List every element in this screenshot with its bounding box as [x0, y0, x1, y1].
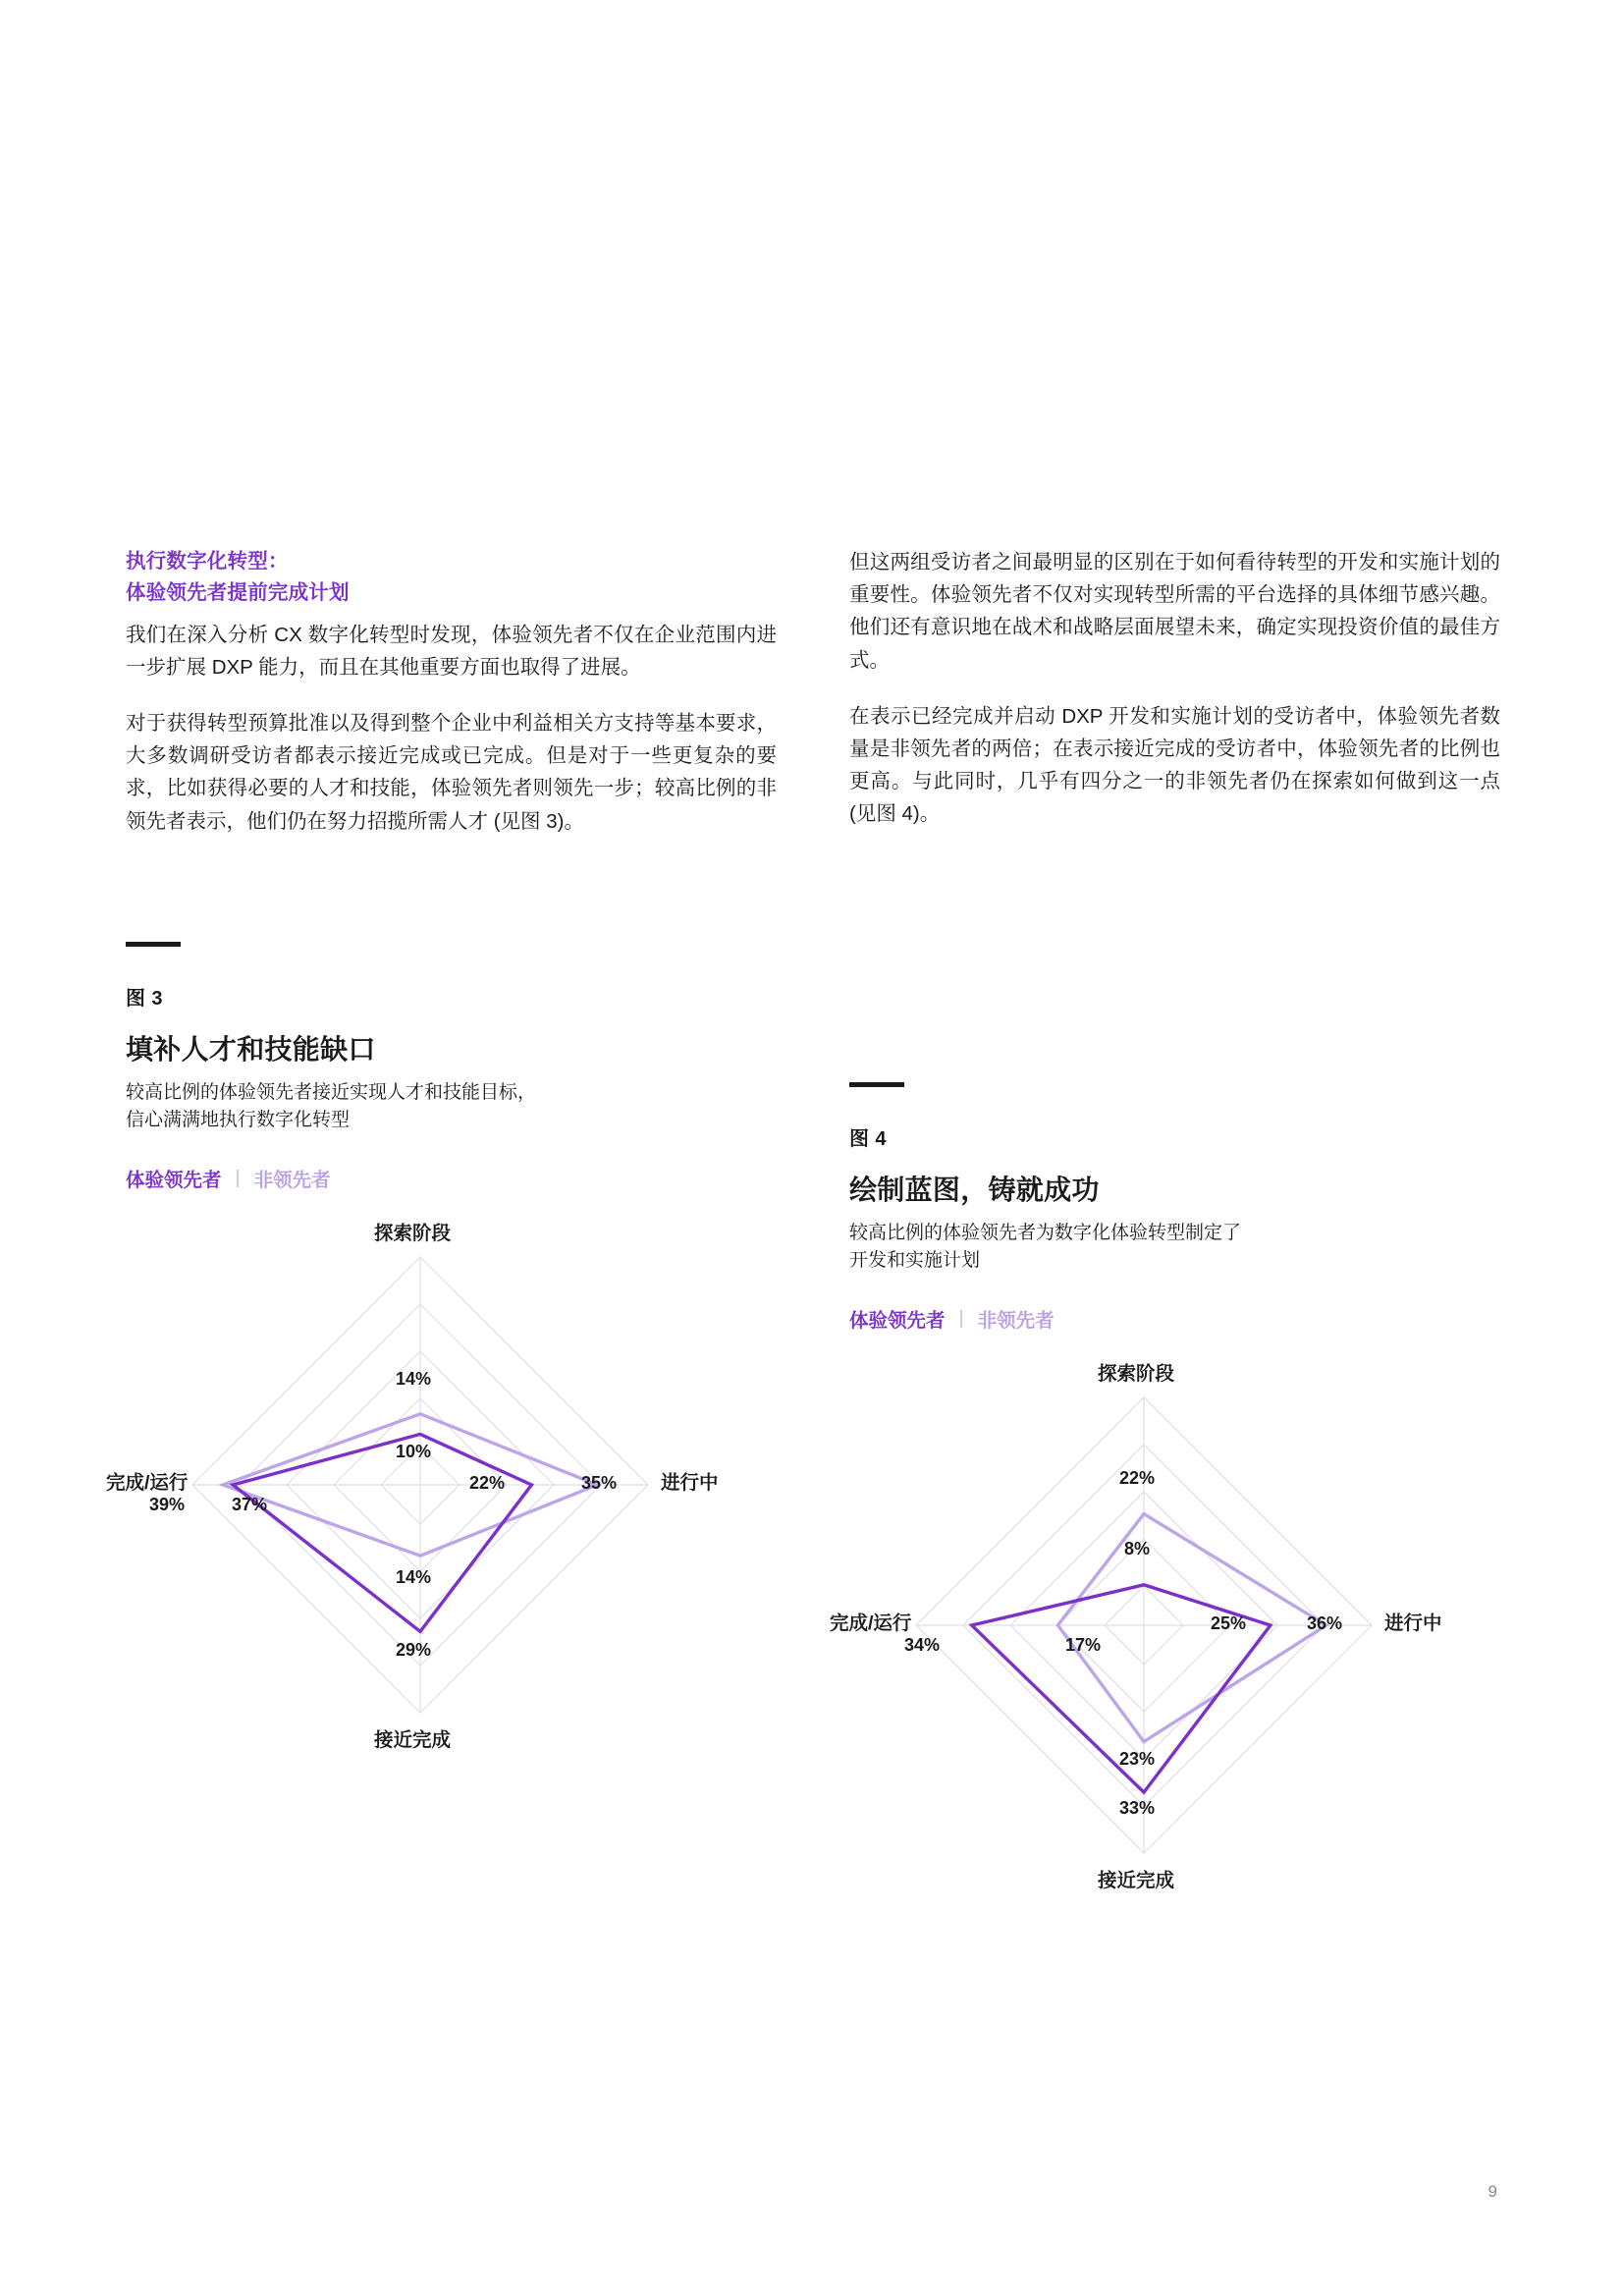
- section-heading: [126, 546, 777, 609]
- value-nonleader-complete: 17%: [1065, 1634, 1102, 1655]
- section-heading-line1: 执行数字化转型：: [126, 550, 289, 573]
- radar-series-nonleader: [1057, 1513, 1325, 1741]
- value-nonleader-inprogress: 35%: [581, 1472, 618, 1493]
- figure-3-legend: [126, 1165, 777, 1192]
- axis-label-complete: 完成/运行: [830, 1612, 912, 1634]
- value-nonleader-inprogress: 36%: [1307, 1613, 1343, 1633]
- figure-3-rule: [126, 942, 181, 947]
- figure-3: [106, 942, 777, 1760]
- figure-4-radar-chart: [830, 1350, 1500, 1900]
- axis-label-exploring: 探索阶段: [374, 1222, 452, 1244]
- value-leader-inprogress: 22%: [469, 1472, 506, 1493]
- figure-4-subtitle-line1: 较高比例的体验领先者为数字化体验转型制定了: [849, 1222, 1242, 1243]
- legend-separator: |: [958, 1307, 964, 1330]
- right-paragraph-2: 在表示已经完成并启动 DXP 开发和实施计划的受访者中，体验领先者数量是非领先者的两倍；在表示接近完成的受访者中，体验领先者的比例也更高。与此同时，几乎有四分之一的非领先者仍在探索如何做到这一点 (见图 4)。: [849, 704, 1500, 826]
- legend-separator: |: [235, 1167, 241, 1189]
- value-nonleader-exploring: 22%: [1119, 1467, 1156, 1488]
- value-nonleader-exploring: 14%: [396, 1368, 432, 1389]
- legend-item-leader: 体验领先者: [849, 1309, 946, 1332]
- page-number: 9: [1488, 2182, 1497, 2201]
- figure-4-title: 绘制蓝图，铸就成功: [849, 1174, 1100, 1205]
- value-leader-inprogress: 25%: [1211, 1613, 1247, 1633]
- figure-4-label: 图 4: [849, 1127, 887, 1150]
- figure-4-legend: [849, 1305, 1500, 1333]
- figure-3-subtitle: [126, 1079, 777, 1135]
- value-leader-complete: 34%: [904, 1634, 941, 1655]
- value-leader-exploring: 10%: [396, 1441, 432, 1461]
- value-nonleader-nearcomplete: 23%: [1119, 1748, 1156, 1769]
- value-leader-nearcomplete: 29%: [396, 1639, 432, 1660]
- figure-3-title: 填补人才和技能缺口: [126, 1033, 376, 1065]
- two-column-layout: [106, 546, 1500, 1900]
- figure-3-subtitle-line2: 信心满满地执行数字化转型: [126, 1110, 351, 1131]
- axis-label-exploring: 探索阶段: [1098, 1362, 1175, 1385]
- figure-4-subtitle-line2: 开发和实施计划: [849, 1250, 981, 1272]
- figure-4-subtitle: [849, 1220, 1500, 1276]
- figure-4: [830, 1082, 1500, 1900]
- legend-item-nonleader: 非领先者: [977, 1309, 1055, 1332]
- figure-3-label: 图 3: [126, 987, 163, 1010]
- radar-spokes: [916, 1397, 1372, 1853]
- axis-label-complete: 完成/运行: [106, 1471, 189, 1494]
- figure-4-rule: [849, 1082, 904, 1087]
- left-column: [106, 546, 777, 1900]
- value-nonleader-complete: 39%: [149, 1494, 186, 1514]
- value-leader-complete: 37%: [232, 1494, 268, 1514]
- legend-item-leader: 体验领先者: [126, 1169, 222, 1191]
- axis-label-nearcomplete: 接近完成: [374, 1728, 452, 1751]
- section-heading-line2: 体验领先者提前完成计划: [126, 580, 350, 604]
- left-paragraph-1: 我们在深入分析 CX 数字化转型时发现，体验领先者不仅在企业范围内进一步扩展 DXP 能力，而且在其他重要方面也取得了进展。: [126, 623, 777, 679]
- left-paragraph-2: 对于获得转型预算批准以及得到整个企业中利益相关方支持等基本要求，大多数调研受访者都表示接近完成或已完成。但是对于一些更复杂的要求，比如获得必要的人才和技能，体验领先者则领先一步；较高比例的非领先者表示，他们仍在努力招揽所需人才 (见图 3)。: [126, 711, 777, 833]
- right-column: [830, 546, 1500, 1900]
- axis-label-nearcomplete: 接近完成: [1098, 1869, 1175, 1891]
- value-leader-nearcomplete: 33%: [1119, 1797, 1156, 1818]
- value-leader-exploring: 8%: [1124, 1538, 1151, 1558]
- figure-3-subtitle-line1: 较高比例的体验领先者接近实现人才和技能目标，: [126, 1081, 537, 1103]
- figure-3-radar-chart: [106, 1210, 777, 1760]
- axis-label-inprogress: 进行中: [661, 1471, 719, 1494]
- legend-item-nonleader: 非领先者: [253, 1169, 331, 1191]
- right-paragraph-1: 但这两组受访者之间最明显的区别在于如何看待转型的开发和实施计划的重要性。体验领先者不仅对实现转型所需的平台选择的具体细节感兴趣。他们还有意识地在战术和战略层面展望未来，确定实现投资价值的最佳方式。: [849, 551, 1500, 672]
- value-nonleader-nearcomplete: 14%: [396, 1566, 432, 1587]
- axis-label-inprogress: 进行中: [1384, 1612, 1442, 1634]
